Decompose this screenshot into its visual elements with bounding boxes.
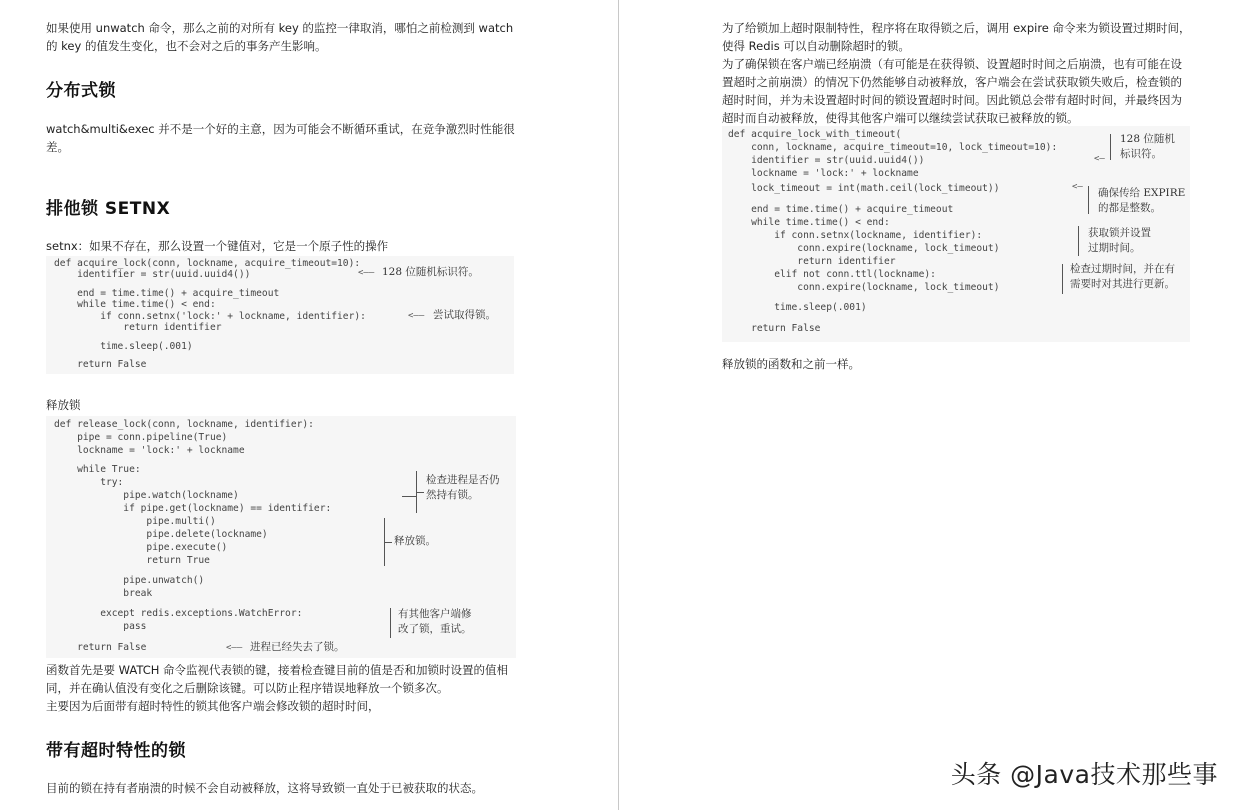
right-paragraph-line: 超时时间，并为未设置超时时间的锁设置超时时间。因此锁总会带有超时时间，并最终因为 bbox=[722, 93, 1182, 107]
explain-line-3: 主要因为后面带有超时特性的锁其他客户端会修改锁的超时时间， bbox=[46, 699, 380, 713]
code-line: while time.time() < end: bbox=[728, 217, 890, 228]
heading-timeout-lock: 带有超时特性的锁 bbox=[46, 741, 186, 761]
annotation-note: 128 位随机 标识符。 bbox=[1120, 133, 1175, 160]
annotation-note: 有其他客户端修 改了锁，重试。 bbox=[398, 608, 472, 635]
bracket-line bbox=[1088, 186, 1089, 214]
bracket-tick bbox=[384, 542, 392, 543]
code-line: def acquire_lock(conn, lockname, acquire_timeout=10): bbox=[54, 258, 361, 269]
code-block-acquire-lock-with-timeout bbox=[722, 126, 1190, 342]
explain-line-2: 同，并在确认值没有变化之后删除该键。可以防止程序错误地释放一个锁多次。 bbox=[46, 681, 449, 695]
code-line: identifier = str(uuid.uuid4()) bbox=[54, 269, 251, 280]
code-line: end = time.time() + acquire_timeout bbox=[728, 204, 954, 215]
code-line: pipe.unwatch() bbox=[54, 575, 205, 586]
code-line: end = time.time() + acquire_timeout bbox=[54, 288, 280, 299]
code-line: if conn.setnx('lock:' + lockname, identifier): bbox=[54, 311, 366, 322]
annotation-note: 获取锁并设置 过期时间。 bbox=[1088, 227, 1151, 254]
code-line: if pipe.get(lockname) == identifier: bbox=[54, 503, 332, 514]
watermark-text: 头条 @Java技术那些事 bbox=[950, 760, 1218, 789]
code-line: conn, lockname, acquire_timeout=10, lock_timeout=10): bbox=[728, 142, 1058, 153]
intro-line-2: 的 key 的值发生变化，也不会对之后的事务产生影响。 bbox=[46, 39, 327, 53]
code-line: return False bbox=[728, 323, 821, 334]
right-paragraph-line: 为了确保锁在客户端已经崩溃（有可能是在获得锁、设置超时时间之后崩溃，也有可能在设 bbox=[722, 57, 1182, 71]
code-line: conn.expire(lockname, lock_timeout) bbox=[728, 282, 1000, 293]
setnx-description: setnx：如果不存在，那么设置一个键值对，它是一个原子性的操作 bbox=[46, 239, 389, 253]
bracket-line bbox=[390, 608, 391, 638]
code-line: return True bbox=[54, 555, 210, 566]
annotation-note: 检查过期时间，并在有 需要时对其进行更新。 bbox=[1070, 263, 1175, 290]
right-paragraph-line: 超时而自动被释放，使得其他客户端可以继续尝试获取已被释放的锁。 bbox=[722, 111, 1079, 125]
code-line: pipe.execute() bbox=[54, 542, 228, 553]
code-line: lockname = 'lock:' + lockname bbox=[728, 168, 919, 179]
annotation-note: 释放锁。 bbox=[394, 535, 436, 547]
annotation-note: 确保传给 EXPIRE 的都是整数。 bbox=[1098, 187, 1186, 214]
explain-line-1: 函数首先是要 WATCH 命令监视代表锁的键，接着检查键目前的值是否和加锁时设置的值相 bbox=[46, 663, 509, 677]
bracket-line bbox=[1110, 134, 1111, 160]
bracket-tick bbox=[416, 492, 424, 493]
arrow-icon: <— bbox=[1094, 154, 1105, 164]
left-page bbox=[0, 0, 618, 810]
code-line: return False bbox=[54, 642, 147, 653]
right-paragraph-line: 为了给锁加上超时限制特性，程序将在取得锁之后，调用 expire 命令来为锁设置过期时间， bbox=[722, 21, 1191, 35]
bracket-line bbox=[1078, 226, 1079, 256]
arrow-icon: <—— bbox=[358, 268, 375, 278]
page-divider bbox=[618, 0, 619, 810]
code-block-acquire-lock bbox=[46, 256, 514, 374]
code-line: lock_timeout = int(math.ceil(lock_timeout)) bbox=[728, 183, 1000, 194]
code-line: time.sleep(.001) bbox=[728, 302, 867, 313]
right-paragraph-line: 使得 Redis 可以自动删除超时的锁。 bbox=[722, 39, 910, 53]
arrow-icon: <— bbox=[1072, 182, 1083, 192]
timeout-paragraph: 目前的锁在持有者崩溃的时候不会自动被释放，这将导致锁一直处于已被获取的状态。 bbox=[46, 781, 483, 795]
code-line: return identifier bbox=[728, 256, 896, 267]
code-line: pass bbox=[54, 621, 147, 632]
release-lock-label: 释放锁 bbox=[46, 398, 81, 412]
code-line: conn.expire(lockname, lock_timeout) bbox=[728, 243, 1000, 254]
code-line: pipe.multi() bbox=[54, 516, 216, 527]
right-page bbox=[620, 0, 1240, 810]
annotation-note: 128 位随机标识符。 bbox=[382, 266, 479, 278]
heading-setnx: 排他锁 SETNX bbox=[46, 199, 171, 219]
code-line: elif not conn.ttl(lockname): bbox=[728, 269, 936, 280]
code-line: lockname = 'lock:' + lockname bbox=[54, 445, 245, 456]
code-line: time.sleep(.001) bbox=[54, 341, 193, 352]
code-line: return False bbox=[54, 359, 147, 370]
watch-paragraph-line-1: watch&multi&exec 并不是一个好的主意，因为可能会不断循环重试，在竞争激烈时性能很 bbox=[46, 122, 515, 136]
code-line: pipe = conn.pipeline(True) bbox=[54, 432, 228, 443]
code-line: def acquire_lock_with_timeout( bbox=[728, 129, 902, 140]
code-line: identifier = str(uuid.uuid4()) bbox=[728, 155, 925, 166]
right-paragraph-line: 置超时之前崩溃）的情况下仍然能够自动被释放，客户端会在尝试获取锁失败后，检查锁的 bbox=[722, 75, 1182, 89]
code-line: pipe.delete(lockname) bbox=[54, 529, 268, 540]
watch-paragraph-line-2: 差。 bbox=[46, 140, 69, 154]
code-block-release-lock bbox=[46, 416, 516, 658]
code-line: return identifier bbox=[54, 322, 222, 333]
release-same-note: 释放锁的函数和之前一样。 bbox=[722, 357, 860, 371]
code-line: if conn.setnx(lockname, identifier): bbox=[728, 230, 983, 241]
code-line: pipe.watch(lockname) bbox=[54, 490, 239, 501]
code-line: def release_lock(conn, lockname, identifier): bbox=[54, 419, 314, 430]
code-line: except redis.exceptions.WatchError: bbox=[54, 608, 303, 619]
annotation-note: 检查进程是否仍 然持有锁。 bbox=[426, 474, 500, 501]
arrow-icon: <—— bbox=[226, 643, 243, 653]
code-line: while time.time() < end: bbox=[54, 299, 216, 310]
intro-line-1: 如果使用 unwatch 命令，那么之前的对所有 key 的监控一律取消，哪怕之前检测到 watch bbox=[46, 21, 514, 35]
heading-distributed-lock: 分布式锁 bbox=[46, 81, 116, 101]
annotation-note: 进程已经失去了锁。 bbox=[250, 641, 345, 653]
bracket-line bbox=[1062, 264, 1063, 294]
bracket-tick bbox=[402, 496, 416, 497]
annotation-note: 尝试取得锁。 bbox=[433, 309, 496, 321]
code-line: while True: bbox=[54, 464, 141, 475]
code-line: try: bbox=[54, 477, 124, 488]
arrow-icon: <—— bbox=[408, 311, 425, 321]
code-line: break bbox=[54, 588, 153, 599]
